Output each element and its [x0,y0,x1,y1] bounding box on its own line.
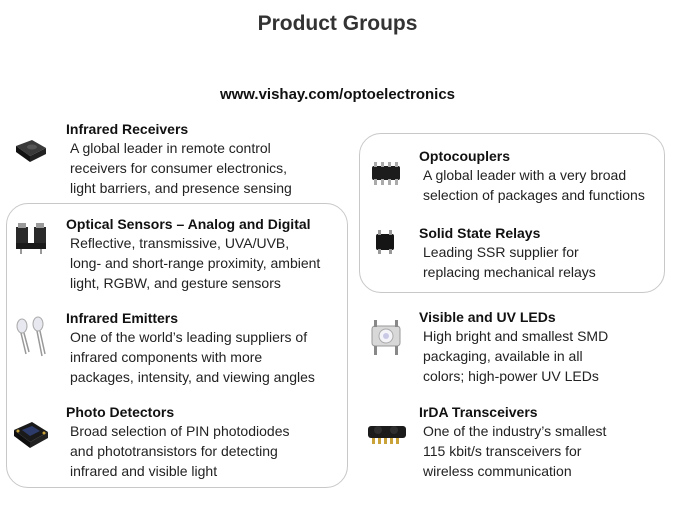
group-desc-line: wireless communication [423,463,572,479]
group-desc-line: light barriers, and presence sensing [70,180,292,196]
group-desc-line: long- and short-range proximity, ambient [70,255,321,271]
group-desc-line: High bright and smallest SMD [423,328,609,344]
group-desc-line: One of the industry’s smallest [423,423,607,439]
page-title: Product Groups [257,12,418,35]
group-desc-line: Broad selection of PIN photodiodes [70,423,290,439]
product-group-photo-detectors [66,403,289,481]
group-name: Visible and UV LEDs [419,309,556,325]
group-name: Photo Detectors [66,404,175,420]
group-desc-line: selection of packages and functions [423,187,645,203]
group-desc-line: colors; high-power UV LEDs [423,368,599,384]
group-desc-line: A global leader in remote control [70,140,271,156]
ir-receiver-icon [12,136,48,166]
group-name: Optical Sensors – Analog and Digital [66,216,311,232]
optocoupler-icon [366,158,406,188]
group-name: Solid State Relays [419,225,541,241]
ssr-icon [370,228,400,256]
group-name: Optocouplers [419,148,511,164]
group-desc-line: A global leader with a very broad [423,167,627,183]
product-group-ir-receivers [66,120,292,198]
led-icon [366,316,406,358]
product-group-irda-transceivers [419,403,606,481]
group-desc-line: receivers for consumer electronics, [70,160,288,176]
group-name: Infrared Emitters [66,310,179,326]
ir-emitter-icon [12,316,52,358]
product-group-ir-emitters [66,309,315,387]
group-desc-line: replacing mechanical relays [423,264,596,280]
optical-sensor-icon [10,219,52,255]
group-desc-line: One of the world’s leading suppliers of [70,329,308,345]
group-name: IrDA Transceivers [419,404,538,420]
group-desc-line: 115 kbit/s transceivers for [423,443,582,459]
product-group-optocouplers [419,147,645,205]
group-desc-line: infrared and visible light [70,463,218,479]
product-group-optical-sensors [66,215,320,293]
website-url[interactable]: www.vishay.com/optoelectronics [219,86,456,103]
group-desc-line: packages, intensity, and viewing angles [70,369,315,385]
product-group-solid-state-relays [419,224,596,282]
photo-detector-icon [12,418,50,452]
group-desc-line: packaging, available in all [423,348,583,364]
group-desc-line: Reflective, transmissive, UVA/UVB, [70,235,290,251]
product-group-leds [419,308,608,386]
group-desc-line: and phototransistors for detecting [70,443,278,459]
group-desc-line: Leading SSR supplier for [423,244,579,260]
group-desc-line: light, RGBW, and gesture sensors [70,275,281,291]
group-desc-line: infrared components with more [70,349,263,365]
irda-transceiver-icon [364,420,410,448]
group-name: Infrared Receivers [66,121,189,137]
